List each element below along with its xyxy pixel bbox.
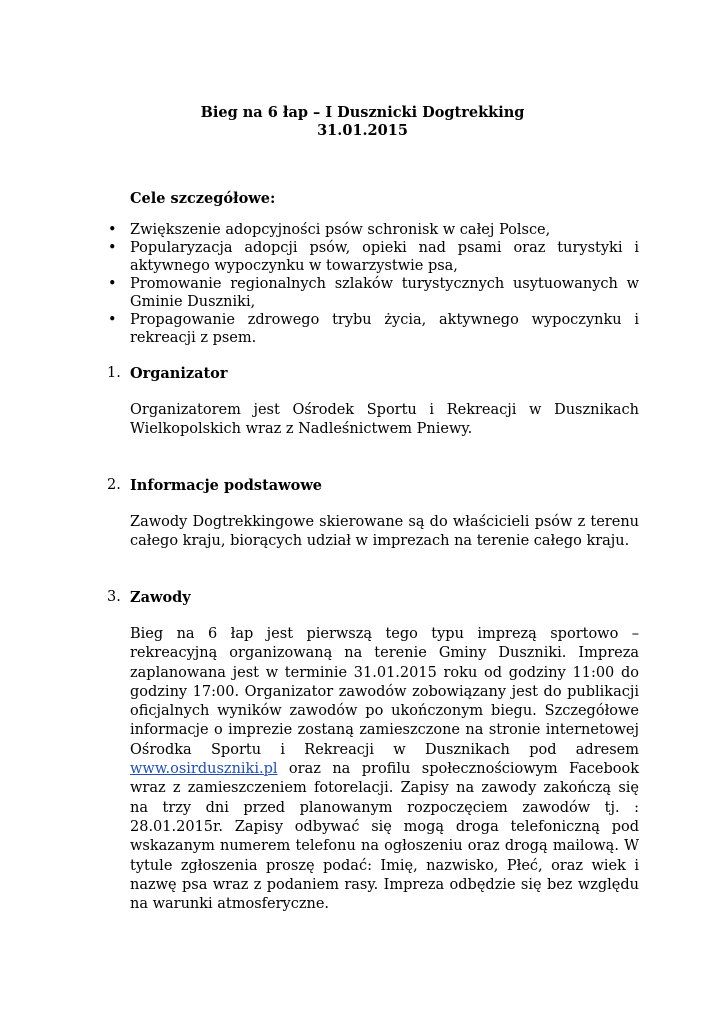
- bullet-icon: •: [108, 222, 117, 238]
- section-3-text-after-link: oraz na profilu społecznościowym Facebook wraz z zamieszczeniem fotorelacji. Zapisy na zawody zakończą się na trzy dni przed planowanym rozpoczęciem zawodów tj. : 28.01.2015r. Zapisy odbywać się mogą droga telefoniczną pod wskazanym numerem telefonu na ogłoszeniu oraz drogą mailową. W tytule zgłoszenia proszę podać: Imię, nazwisko, Płeć, oraz wiek i nazwę psa wraz z podaniem rasy. Impreza odbędzie się bez względu na warunki atmosferyczne.: [130, 761, 639, 913]
- document-title: Bieg na 6 łap – I Dusznicki Dogtrekking: [200, 104, 525, 121]
- list-item: [107, 221, 639, 239]
- section-2-text: Zawody Dogtrekkingowe skierowane są do właścicieli psów z terenu całego kraju, biorących udział w imprezach na terenie całego kraju.: [130, 514, 639, 550]
- list-item: [107, 275, 639, 311]
- section-1-number: 1.: [107, 365, 121, 381]
- section-3-title: Zawody: [130, 589, 191, 606]
- section-2-number: 2.: [107, 477, 121, 493]
- bullet-icon: •: [108, 240, 117, 256]
- section-2-title: Informacje podstawowe: [130, 477, 323, 494]
- goals-list: [107, 221, 639, 347]
- goal-text: Propagowanie zdrowego trybu życia, aktywnego wypoczynku i rekreacji z psem.: [130, 312, 639, 346]
- section-1-title: Organizator: [130, 365, 228, 382]
- goal-text: Zwiększenie adopcyjności psów schronisk w całej Polsce,: [130, 222, 551, 238]
- bullet-icon: •: [108, 312, 117, 328]
- goal-text: Promowanie regionalnych szlaków turystycznych usytuowanych w Gminie Duszniki,: [130, 276, 639, 310]
- section-1-text: Organizatorem jest Ośrodek Sportu i Rekreacji w Dusznikach Wielkopolskich wraz z Nadleśnictwem Pniewy.: [130, 402, 639, 438]
- website-link[interactable]: www.osirduszniki.pl: [130, 761, 278, 778]
- goals-heading: Cele szczegółowe:: [130, 190, 276, 207]
- bullet-icon: •: [108, 276, 117, 292]
- document-date: 31.01.2015: [317, 122, 408, 139]
- list-item: [107, 239, 639, 275]
- section-3-text-before-link: Bieg na 6 łap jest pierwszą tego typu imprezą sportowo – rekreacyjną organizowaną na terenie Gminy Duszniki. Impreza zaplanowana jest w terminie 31.01.2015 roku od godziny 11:00 do godziny 17:00. Organizator zawodów zobowiązany jest do publikacji oficjalnych wyników zawodów po ukończonym biegu. Szczegółowe informacje o imprezie zostaną zamieszczone na stronie internetowej Ośrodka Sportu i Rekreacji w Dusznikach pod adresem: [130, 626, 639, 758]
- goal-text: Popularyzacja adopcji psów, opieki nad psami oraz turystyki i aktywnego wypoczynku w towarzystwie psa,: [130, 240, 639, 274]
- list-item: [107, 311, 639, 347]
- section-3-number: 3.: [107, 589, 121, 605]
- section-3-text: [130, 625, 639, 914]
